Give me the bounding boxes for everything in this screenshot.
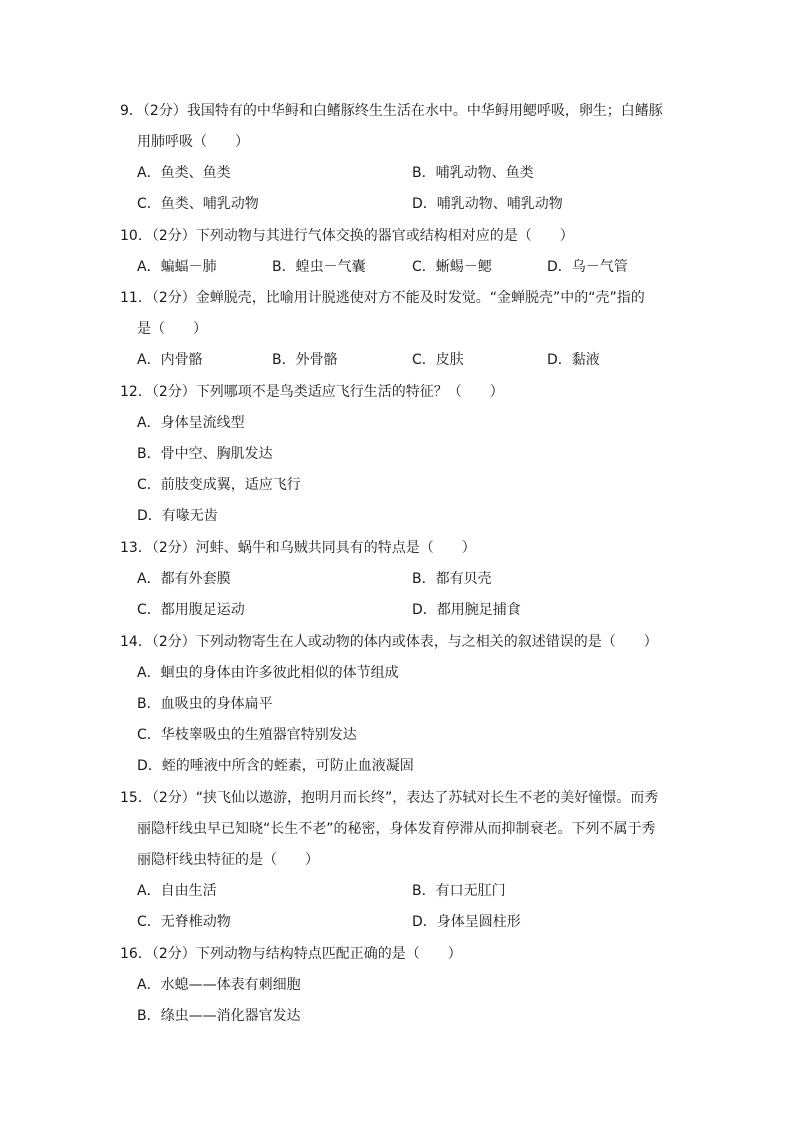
question-10-option-d: D．乌－气管 [547,259,628,275]
question-16-option-a: A．水螅——体表有刺细胞 [137,977,301,993]
question-13-option-c: C．都用腹足运动 [137,602,245,618]
question-11-option-d: D．黏液 [547,352,600,368]
question-13-option-b: B．都有贝壳 [412,571,492,587]
question-13-option-d: D．都用腕足捕食 [412,602,521,618]
question-14-option-b: B．血吸虫的身体扁平 [137,696,273,712]
question-13-stem-line-1: 13．（2分）河蚌、蜗牛和乌贼共同具有的特点是（ ） [120,540,476,556]
question-9-stem-line-2: 用肺呼吸（ ） [137,134,249,150]
question-14-option-c: C．华枝睾吸虫的生殖器官特别发达 [137,727,357,743]
question-9-option-c: C．鱼类、哺乳动物 [137,196,259,212]
question-15-stem-line-1: 15．（2分）“挟飞仙以遨游，抱明月而长终”，表达了苏轼对长生不老的美好憧憬。而秀 [120,790,659,806]
question-10-option-b: B．蝗虫－气囊 [272,259,366,275]
question-10-stem-line-1: 10．（2分）下列动物与其进行气体交换的器官或结构相对应的是（ ） [120,228,574,244]
question-15-option-a: A．自由生活 [137,883,217,899]
question-14-stem-line-1: 14．（2分）下列动物寄生在人或动物的体内或体表，与之相关的叙述错误的是（ ） [120,634,658,650]
question-12-stem-line-1: 12．（2分）下列哪项不是鸟类适应飞行生活的特征？（ ） [120,384,504,400]
question-14-option-a: A．蛔虫的身体由许多彼此相似的体节组成 [137,665,399,681]
question-11-option-c: C．皮肤 [412,352,464,368]
question-14-option-d: D．蛭的唾液中所含的蛭素，可防止血液凝固 [137,758,414,774]
question-12-option-c: C．前肢变成翼，适应飞行 [137,477,301,493]
question-16-stem-line-1: 16．（2分）下列动物与结构特点匹配正确的是（ ） [120,946,462,962]
question-15-stem-line-3: 丽隐杆线虫特征的是（ ） [137,852,319,868]
question-12-option-b: B．骨中空、胸肌发达 [137,446,273,462]
question-12-option-d: D．有喙无齿 [137,508,218,524]
question-9-option-d: D．哺乳动物、哺乳动物 [412,196,563,212]
question-11-stem-line-1: 11．（2分）金蝉脱壳，比喻用计脱逃使对方不能及时发觉。“金蝉脱壳”中的“壳”指的 [120,290,645,306]
question-16-option-b: B．绦虫——消化器官发达 [137,1008,301,1024]
question-15-option-b: B．有口无肛门 [412,883,506,899]
question-11-option-a: A．内骨骼 [137,352,203,368]
question-15-stem-line-2: 丽隐杆线虫早已知晓“长生不老”的秘密，身体发育停滞从而抑制衰老。下列不属于秀 [137,821,656,837]
question-15-option-c: C．无脊椎动物 [137,914,231,930]
question-12-option-a: A．身体呈流线型 [137,415,245,431]
question-9-option-b: B．哺乳动物、鱼类 [412,165,534,181]
question-9-stem-line-1: 9．（2分）我国特有的中华鲟和白鳍豚终生生活在水中。中华鲟用鳃呼吸，卵生；白鳍豚 [120,103,663,119]
question-11-option-b: B．外骨骼 [272,352,338,368]
question-15-option-d: D．身体呈圆柱形 [412,914,521,930]
question-11-stem-line-2: 是（ ） [137,321,207,337]
question-13-option-a: A．都有外套膜 [137,571,231,587]
question-10-option-a: A．蝙蝠－肺 [137,259,217,275]
question-9-option-a: A．鱼类、鱼类 [137,165,231,181]
question-10-option-c: C．蜥蜴－鳃 [412,259,492,275]
